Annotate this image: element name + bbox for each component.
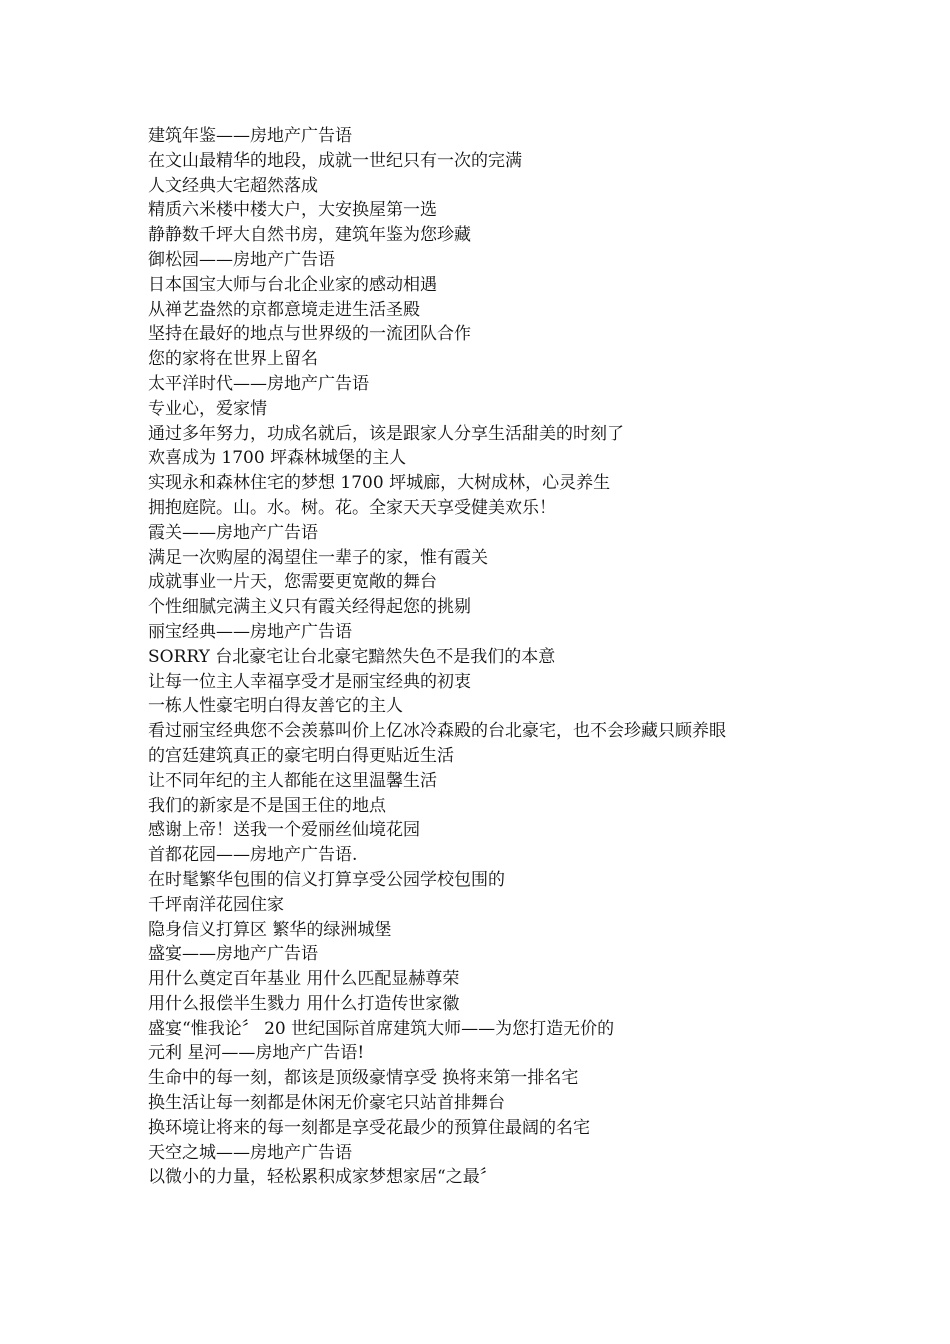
text-line: 让不同年纪的主人都能在这里温馨生活: [148, 770, 437, 791]
text-line: 一栋人性豪宅明白得友善它的主人: [148, 696, 403, 717]
text-line: 盛宴——房地产广告语: [148, 944, 318, 965]
text-line: 个性细腻完满主义只有霞关经得起您的挑剔: [148, 597, 471, 618]
text-line: 专业心，爱家情: [148, 398, 267, 419]
text-line: 建筑年鉴——房地产广告语: [148, 126, 352, 146]
text-line: 霞关——房地产广告语: [148, 522, 318, 543]
text-line: 您的家将在世界上留名: [148, 349, 318, 370]
text-line: 我们的新家是不是国王住的地点: [148, 795, 386, 816]
text-line: 丽宝经典——房地产广告语: [148, 621, 352, 642]
text-line: 在时髦繁华包围的信义打算享受公园学校包围的: [148, 869, 505, 890]
document-body: [148, 124, 848, 1190]
text-line: 精质六米楼中楼大户，大安换屋第一选: [148, 200, 437, 221]
text-line: 通过多年努力，功成名就后，该是跟家人分享生活甜美的时刻了: [148, 423, 624, 444]
text-line: 欢喜成为 1700 坪森林城堡的主人: [148, 448, 407, 469]
text-line: 隐身信义打算区 繁华的绿洲城堡: [148, 919, 392, 940]
text-line: 在文山最精华的地段，成就一世纪只有一次的完满: [148, 150, 522, 171]
text-line: 换生活让每一刻都是休闲无价豪宅只站首排舞台: [148, 1093, 505, 1114]
text-line: 用什么报偿半生戮力 用什么打造传世家徽: [148, 993, 460, 1014]
text-line: 换环境让将来的每一刻都是享受花最少的预算住最阔的名宅: [148, 1117, 590, 1138]
text-line: 用什么奠定百年基业 用什么匹配显赫尊荣: [148, 969, 460, 990]
text-line: 坚持在最好的地点与世界级的一流团队合作: [148, 324, 471, 345]
text-line: 从禅艺盎然的京都意境走进生活圣殿: [148, 299, 420, 320]
text-line: 满足一次购屋的渴望住一辈子的家，惟有霞关: [148, 547, 488, 568]
text-line: 生命中的每一刻，都该是顶级豪情享受 换将来第一排名宅: [148, 1068, 579, 1089]
text-line: 拥抱庭院。山。水。树。花。全家天天享受健美欢乐！: [148, 497, 556, 518]
text-line: 首都花园——房地产广告语.: [148, 845, 358, 866]
text-line: 元利 星河——房地产广告语!: [148, 1043, 365, 1064]
text-line: 看过丽宝经典您不会羡慕叫价上亿冰冷森殿的台北豪宅，也不会珍藏只顾养眼: [148, 721, 726, 742]
text-line: 的宫廷建筑真正的豪宅明白得更贴近生活: [148, 745, 454, 766]
text-line: 以微小的力量，轻松累积成家梦想家居“之最〞: [148, 1167, 497, 1188]
text-line: 日本国宝大师与台北企业家的感动相遇: [148, 274, 437, 295]
text-line: 御松园——房地产广告语: [148, 249, 335, 270]
text-line: 静静数千坪大自然书房，建筑年鉴为您珍藏: [148, 225, 471, 246]
text-line: 太平洋时代——房地产广告语: [148, 373, 369, 394]
text-line: 感谢上帝！送我一个爱丽丝仙境花园: [148, 820, 420, 841]
text-line: 千坪南洋花园住家: [148, 894, 284, 915]
text-line: 盛宴“惟我论〞 20 世纪国际首席建筑大师——为您打造无价的: [148, 1018, 615, 1039]
text-line: 人文经典大宅超然落成: [148, 175, 318, 196]
text-line: SORRY 台北豪宅让台北豪宅黯然失色不是我们的本意: [148, 646, 556, 667]
text-line: 让每一位主人幸福享受才是丽宝经典的初衷: [148, 671, 471, 692]
text-line: 实现永和森林住宅的梦想 1700 坪城廊，大树成林，心灵养生: [148, 473, 611, 494]
text-line: 天空之城——房地产广告语: [148, 1142, 352, 1163]
text-line: 成就事业一片天，您需要更宽敞的舞台: [148, 572, 437, 593]
